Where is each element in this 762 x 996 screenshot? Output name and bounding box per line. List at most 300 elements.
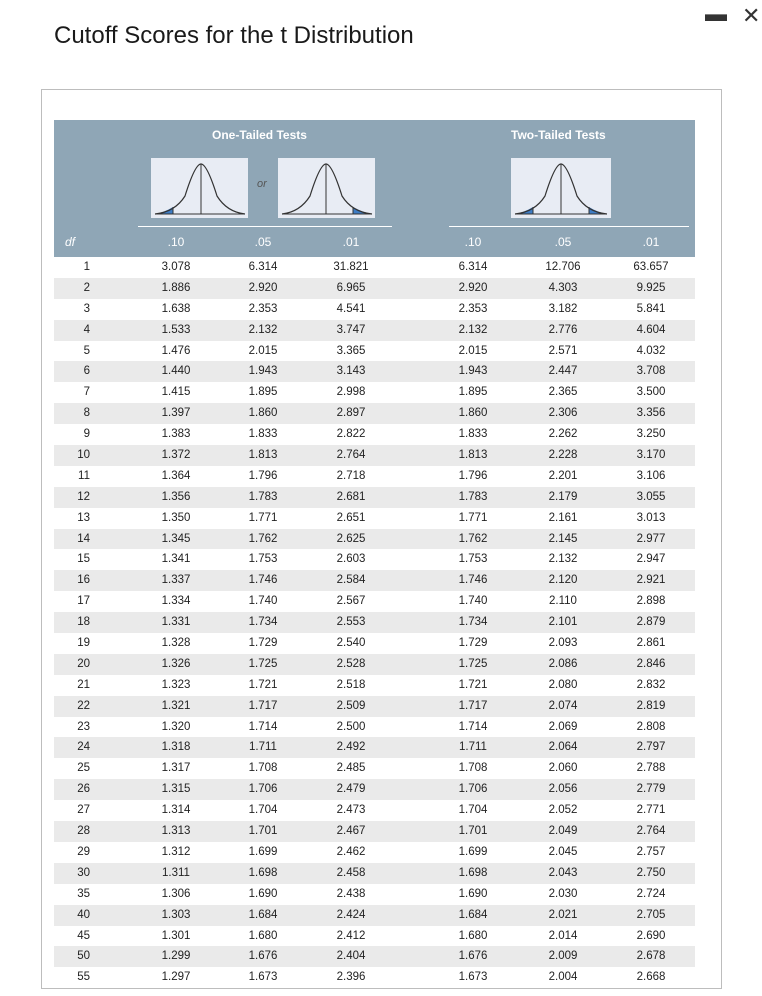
value-cell: 1.813 (248, 449, 278, 462)
value-cell: 2.228 (548, 449, 578, 462)
value-cell: 3.250 (636, 428, 666, 441)
value-cell: 1.301 (161, 929, 191, 942)
value-cell: 1.317 (161, 762, 191, 775)
value-cell: 1.725 (458, 657, 488, 670)
value-cell: 1.315 (161, 783, 191, 796)
value-cell: 2.161 (548, 511, 578, 524)
two-tailed-label: Two-Tailed Tests (511, 128, 606, 142)
df-cell: 55 (77, 971, 90, 984)
table-viewer[interactable] (41, 89, 722, 989)
df-header: df (64, 235, 75, 249)
value-cell: 1.383 (161, 428, 191, 441)
value-cell: 2.788 (636, 762, 666, 775)
value-cell: 2.458 (336, 866, 366, 879)
value-cell: 2.014 (548, 929, 578, 942)
value-cell: 2.920 (248, 281, 278, 294)
value-cell: 1.943 (248, 365, 278, 378)
table-row (54, 549, 695, 570)
table-row (54, 842, 695, 863)
value-cell: 2.132 (248, 323, 278, 336)
df-cell: 19 (77, 637, 90, 650)
value-cell: 1.711 (459, 741, 487, 754)
value-cell: 2.101 (548, 616, 578, 629)
value-cell: 1.753 (458, 553, 488, 566)
value-cell: 3.055 (636, 490, 666, 503)
value-cell: 2.479 (336, 783, 366, 796)
value-cell: 1.796 (458, 469, 488, 482)
value-cell: 2.030 (548, 887, 578, 900)
value-cell: 2.977 (636, 532, 666, 545)
value-cell: 1.350 (161, 511, 191, 524)
value-cell: 2.897 (336, 407, 366, 420)
value-cell: 2.396 (336, 971, 366, 984)
value-cell: 2.043 (548, 866, 578, 879)
value-cell: 2.776 (548, 323, 578, 336)
table-row (54, 800, 695, 821)
value-cell: 1.704 (248, 804, 278, 817)
table-row (54, 863, 695, 884)
value-cell: 1.334 (161, 595, 191, 608)
df-cell: 9 (83, 428, 90, 441)
value-cell: 1.721 (248, 678, 278, 691)
value-cell: 2.179 (548, 490, 578, 503)
table-row (54, 696, 695, 717)
value-cell: 1.323 (161, 678, 191, 691)
page-title: Cutoff Scores for the t Distribution (54, 22, 414, 49)
table-row (54, 633, 695, 654)
value-cell: 3.365 (336, 344, 366, 357)
value-cell: 1.306 (161, 887, 191, 900)
value-cell: 2.898 (636, 595, 666, 608)
value-cell: 1.676 (248, 950, 278, 963)
df-cell: 24 (77, 741, 90, 754)
value-cell: 1.415 (161, 386, 191, 399)
value-cell: 1.762 (458, 532, 488, 545)
value-cell: 1.684 (248, 908, 278, 921)
value-cell: 1.673 (458, 971, 488, 984)
value-cell: 2.074 (548, 699, 578, 712)
left-tail-curve-icon (151, 158, 248, 218)
value-cell: 2.201 (548, 469, 578, 482)
value-cell: 2.004 (548, 971, 578, 984)
value-cell: 1.734 (458, 616, 488, 629)
value-cell: 2.462 (336, 845, 366, 858)
value-cell: 1.771 (458, 511, 488, 524)
value-cell: 1.345 (161, 532, 191, 545)
value-cell: 9.925 (636, 281, 666, 294)
col-header: .05 (254, 235, 272, 249)
value-cell: 3.747 (336, 323, 366, 336)
value-cell: 1.312 (161, 845, 191, 858)
df-cell: 26 (77, 783, 90, 796)
value-cell: 2.681 (336, 490, 366, 503)
value-cell: 2.500 (336, 720, 366, 733)
value-cell: 1.717 (248, 699, 278, 712)
value-cell: 2.518 (336, 678, 366, 691)
value-cell: 1.783 (248, 490, 278, 503)
value-cell: 2.045 (548, 845, 578, 858)
table-row (54, 403, 695, 424)
value-cell: 1.311 (162, 866, 190, 879)
value-cell: 2.069 (548, 720, 578, 733)
value-cell: 1.704 (458, 804, 488, 817)
value-cell: 2.822 (336, 428, 366, 441)
value-cell: 1.397 (161, 407, 191, 420)
value-cell: 1.711 (249, 741, 277, 754)
value-cell: 2.015 (248, 344, 278, 357)
df-cell: 45 (77, 929, 90, 942)
value-cell: 2.110 (549, 595, 577, 608)
value-cell: 1.833 (458, 428, 488, 441)
value-cell: 4.541 (336, 302, 366, 315)
value-cell: 2.021 (548, 908, 578, 921)
value-cell: 1.701 (248, 825, 278, 838)
table-row (54, 508, 695, 529)
value-cell: 6.965 (336, 281, 366, 294)
close-icon[interactable]: ✕ (742, 3, 761, 28)
value-cell: 1.303 (161, 908, 191, 921)
df-cell: 3 (83, 302, 90, 315)
value-cell: 1.299 (161, 950, 191, 963)
df-cell: 6 (83, 365, 90, 378)
df-cell: 7 (83, 386, 90, 399)
value-cell: 2.056 (548, 783, 578, 796)
value-cell: 1.740 (458, 595, 488, 608)
df-cell: 30 (77, 866, 90, 879)
value-cell: 1.771 (248, 511, 278, 524)
value-cell: 2.779 (636, 783, 666, 796)
df-cell: 18 (77, 616, 90, 629)
value-cell: 1.440 (161, 365, 191, 378)
table-row (54, 946, 695, 967)
value-cell: 1.690 (248, 887, 278, 900)
col-header: .01 (342, 235, 360, 249)
value-cell: 2.808 (636, 720, 666, 733)
value-cell: 2.353 (248, 302, 278, 315)
table-body (54, 257, 695, 988)
value-cell: 2.705 (636, 908, 666, 921)
value-cell: 1.714 (248, 720, 278, 733)
value-cell: 6.314 (458, 261, 488, 273)
value-cell: 5.841 (636, 302, 666, 315)
table-row (54, 654, 695, 675)
value-cell: 3.170 (636, 449, 666, 462)
table-row (54, 341, 695, 362)
value-cell: 2.353 (458, 302, 488, 315)
value-cell: 2.412 (336, 929, 366, 942)
value-cell: 2.879 (636, 616, 666, 629)
value-cell: 2.492 (336, 741, 366, 754)
df-cell: 50 (77, 950, 90, 963)
value-cell: 2.920 (458, 281, 488, 294)
df-cell: 28 (77, 825, 90, 838)
value-cell: 2.668 (636, 971, 666, 984)
value-cell: 2.819 (636, 699, 666, 712)
df-cell: 5 (83, 344, 90, 357)
value-cell: 4.604 (636, 323, 666, 336)
two-tailed-rule (449, 226, 689, 227)
value-cell: 2.438 (336, 887, 366, 900)
value-cell: 1.320 (161, 720, 191, 733)
df-cell: 13 (77, 511, 90, 524)
value-cell: 2.306 (548, 407, 578, 420)
table-row (54, 905, 695, 926)
value-cell: 3.356 (636, 407, 666, 420)
value-cell: 2.625 (336, 532, 366, 545)
value-cell: 2.015 (458, 344, 488, 357)
table-header (54, 120, 695, 257)
table-row (54, 570, 695, 591)
value-cell: 2.080 (548, 678, 578, 691)
value-cell: 2.724 (636, 887, 666, 900)
table-row (54, 737, 695, 758)
value-cell: 2.757 (636, 845, 666, 858)
value-cell: 1.762 (248, 532, 278, 545)
df-cell: 25 (77, 762, 90, 775)
table-row (54, 821, 695, 842)
df-cell: 1 (83, 261, 90, 273)
table-row (54, 382, 695, 403)
col-header: .05 (554, 235, 572, 249)
value-cell: 1.753 (248, 553, 278, 566)
value-cell: 1.708 (248, 762, 278, 775)
value-cell: 1.698 (458, 866, 488, 879)
value-cell: 2.009 (548, 950, 578, 963)
value-cell: 1.321 (161, 699, 191, 712)
value-cell: 1.706 (458, 783, 488, 796)
value-cell: 1.860 (458, 407, 488, 420)
value-cell: 2.678 (636, 950, 666, 963)
value-cell: 1.886 (161, 281, 191, 294)
col-header: .01 (642, 235, 660, 249)
value-cell: 2.365 (548, 386, 578, 399)
table-row (54, 445, 695, 466)
value-cell: 2.509 (336, 699, 366, 712)
value-cell: 2.764 (636, 825, 666, 838)
df-cell: 35 (77, 887, 90, 900)
table-row (54, 758, 695, 779)
value-cell: 2.832 (636, 678, 666, 691)
value-cell: 2.473 (336, 804, 366, 817)
df-cell: 29 (77, 845, 90, 858)
value-cell: 1.833 (248, 428, 278, 441)
value-cell: 1.706 (248, 783, 278, 796)
value-cell: 1.943 (458, 365, 488, 378)
value-cell: 1.356 (161, 490, 191, 503)
value-cell: 1.721 (458, 678, 488, 691)
value-cell: 1.313 (161, 825, 191, 838)
value-cell: 1.341 (161, 553, 191, 566)
table-row (54, 299, 695, 320)
table-row (54, 320, 695, 341)
value-cell: 2.567 (336, 595, 366, 608)
value-cell: 1.690 (458, 887, 488, 900)
value-cell: 1.699 (248, 845, 278, 858)
value-cell: 1.673 (248, 971, 278, 984)
value-cell: 2.553 (336, 616, 366, 629)
table-row (54, 967, 695, 988)
value-cell: 2.052 (548, 804, 578, 817)
value-cell: 1.725 (248, 657, 278, 670)
value-cell: 1.740 (248, 595, 278, 608)
value-cell: 2.528 (336, 657, 366, 670)
value-cell: 4.032 (636, 344, 666, 357)
value-cell: 1.729 (458, 637, 488, 650)
value-cell: 6.314 (248, 261, 278, 273)
value-cell: 2.771 (636, 804, 666, 817)
df-cell: 21 (77, 678, 90, 691)
value-cell: 2.750 (636, 866, 666, 879)
value-cell: 2.603 (336, 553, 366, 566)
value-cell: 3.013 (636, 511, 666, 524)
value-cell: 2.086 (548, 657, 578, 670)
one-tailed-label: One-Tailed Tests (212, 128, 307, 142)
value-cell: 63.657 (633, 261, 669, 273)
df-cell: 11 (78, 469, 90, 482)
two-tail-curve-icon (511, 158, 611, 218)
value-cell: 2.120 (548, 574, 578, 587)
table-row (54, 466, 695, 487)
df-cell: 4 (83, 323, 90, 336)
value-cell: 3.182 (548, 302, 578, 315)
value-cell: 1.680 (458, 929, 488, 942)
value-cell: 1.476 (161, 344, 191, 357)
df-cell: 17 (77, 595, 90, 608)
table-row (54, 675, 695, 696)
value-cell: 1.314 (161, 804, 191, 817)
value-cell: 1.297 (161, 971, 191, 984)
value-cell: 2.060 (548, 762, 578, 775)
value-cell: 1.533 (161, 323, 191, 336)
value-cell: 1.746 (458, 574, 488, 587)
value-cell: 1.680 (248, 929, 278, 942)
value-cell: 1.701 (458, 825, 488, 838)
value-cell: 1.364 (161, 469, 191, 482)
value-cell: 2.718 (336, 469, 366, 482)
value-cell: 1.895 (248, 386, 278, 399)
table-row (54, 487, 695, 508)
value-cell: 2.921 (636, 574, 666, 587)
value-cell: 2.861 (636, 637, 666, 650)
value-cell: 2.145 (548, 532, 578, 545)
table-row (54, 257, 695, 278)
value-cell: 3.708 (636, 365, 666, 378)
value-cell: 2.651 (336, 511, 366, 524)
value-cell: 1.638 (161, 302, 191, 315)
table-row (54, 424, 695, 445)
table-row (54, 278, 695, 299)
value-cell: 2.690 (636, 929, 666, 942)
table-row (54, 926, 695, 947)
value-cell: 2.262 (548, 428, 578, 441)
value-cell: 1.796 (248, 469, 278, 482)
value-cell: 2.485 (336, 762, 366, 775)
table-row (54, 529, 695, 550)
value-cell: 2.132 (548, 553, 578, 566)
value-cell: 2.571 (548, 344, 578, 357)
table-row (54, 884, 695, 905)
table-row (54, 361, 695, 382)
value-cell: 2.846 (636, 657, 666, 670)
value-cell: 1.676 (458, 950, 488, 963)
value-cell: 1.318 (161, 741, 191, 754)
value-cell: 2.584 (336, 574, 366, 587)
value-cell: 2.424 (336, 908, 366, 921)
value-cell: 2.797 (636, 741, 666, 754)
table-row (54, 612, 695, 633)
df-cell: 12 (77, 490, 90, 503)
or-label: or (257, 178, 267, 190)
table-row (54, 591, 695, 612)
value-cell: 2.093 (548, 637, 578, 650)
minimize-icon[interactable]: ▬ (705, 1, 727, 26)
value-cell: 2.947 (636, 553, 666, 566)
value-cell: 1.684 (458, 908, 488, 921)
value-cell: 1.895 (458, 386, 488, 399)
value-cell: 1.337 (161, 574, 191, 587)
value-cell: 1.699 (458, 845, 488, 858)
df-cell: 15 (77, 553, 90, 566)
value-cell: 1.729 (248, 637, 278, 650)
one-tailed-rule (138, 226, 392, 227)
value-cell: 1.331 (161, 616, 191, 629)
value-cell: 3.106 (636, 469, 666, 482)
df-cell: 14 (77, 532, 90, 545)
col-header: .10 (464, 235, 482, 249)
value-cell: 2.764 (336, 449, 366, 462)
value-cell: 31.821 (333, 261, 369, 273)
value-cell: 1.714 (458, 720, 488, 733)
df-cell: 16 (77, 574, 90, 587)
value-cell: 1.698 (248, 866, 278, 879)
value-cell: 2.132 (458, 323, 488, 336)
value-cell: 1.717 (458, 699, 488, 712)
value-cell: 2.467 (336, 825, 366, 838)
df-cell: 2 (83, 281, 90, 294)
value-cell: 1.734 (248, 616, 278, 629)
value-cell: 1.328 (161, 637, 191, 650)
df-cell: 20 (77, 657, 90, 670)
t-distribution-table (54, 120, 695, 988)
table-row (54, 779, 695, 800)
right-tail-curve-icon (278, 158, 375, 218)
df-cell: 23 (77, 720, 90, 733)
value-cell: 1.860 (248, 407, 278, 420)
value-cell: 2.998 (336, 386, 366, 399)
value-cell: 1.813 (458, 449, 488, 462)
df-cell: 40 (77, 908, 90, 921)
value-cell: 2.049 (548, 825, 578, 838)
col-header: .10 (167, 235, 185, 249)
value-cell: 1.326 (161, 657, 191, 670)
value-cell: 4.303 (548, 281, 578, 294)
value-cell: 1.746 (248, 574, 278, 587)
value-cell: 2.404 (336, 950, 366, 963)
value-cell: 3.078 (161, 261, 191, 273)
value-cell: 2.540 (336, 637, 366, 650)
value-cell: 3.500 (636, 386, 666, 399)
df-cell: 22 (77, 699, 90, 712)
value-cell: 12.706 (545, 261, 581, 273)
df-cell: 8 (83, 407, 90, 420)
value-cell: 3.143 (336, 365, 366, 378)
table-row (54, 717, 695, 738)
value-cell: 1.372 (161, 449, 191, 462)
value-cell: 2.064 (548, 741, 578, 754)
df-cell: 27 (77, 804, 90, 817)
df-cell: 10 (77, 449, 90, 462)
value-cell: 1.708 (458, 762, 488, 775)
